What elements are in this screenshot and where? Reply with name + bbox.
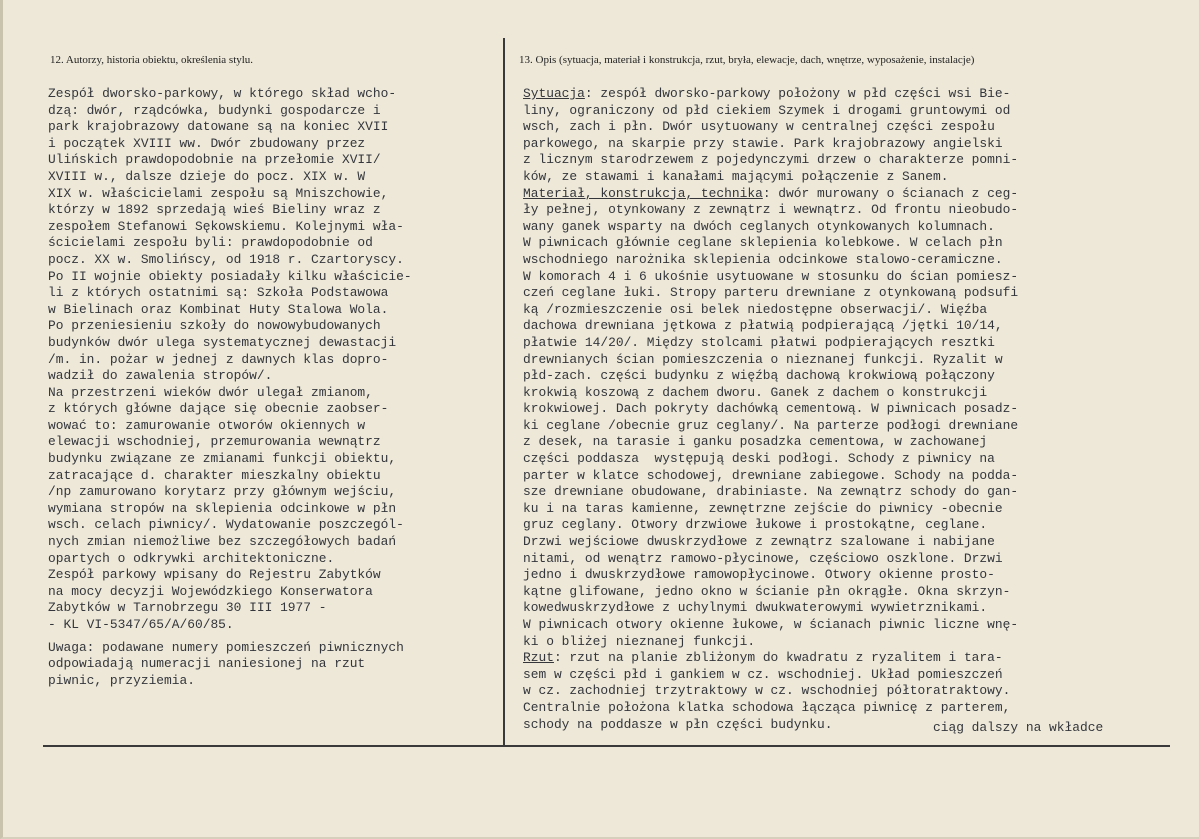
rzut-first-text: : rzut na planie zbliżonym do kwadratu z ryzalitem i tara- [553, 650, 1003, 666]
text-line: krokwią koszową z dachem dworu. Ganek z dachem o konstrukcji [523, 384, 988, 400]
text-line: Drzwi wejściowe dwuskrzydłowe z zewnątrz szalowane i nabijane [523, 534, 995, 550]
rzut-label: Rzut [523, 650, 554, 666]
text-line: płatwie 14/20/. Między stolcami płatwi podpierających resztki [523, 334, 995, 350]
text-line: w cz. zachodniej trzytraktowy w cz. wschodniej półtoratraktowy. [523, 683, 1011, 699]
text-line: odpowiadają numeracji naniesionej na rzut [48, 656, 366, 672]
text-line: parter w klatce schodowej, drewniane zabiegowe. Schody na podda- [523, 467, 1019, 483]
text-line: Po II wojnie obiekty posiadały kilku właścicie- [48, 268, 412, 284]
text-line: z licznym starodrzewem z pojedynczymi drzew o charakterze pomni- [523, 152, 1019, 168]
text-line: zespołem Stefanowi Sękowskiemu. Kolejnymi wła- [48, 218, 404, 234]
text-line: ki o bliżej nieznanej funkcji. [523, 633, 756, 649]
text-line: Zespół parkowy wpisany do Rejestru Zabytków [48, 567, 381, 583]
text-line: XVIII w., dalsze dzieje do pocz. XIX w. W [48, 168, 366, 184]
text-line: Zabytków w Tarnobrzegu 30 III 1977 - [48, 600, 327, 616]
text-line: którzy w 1892 sprzedają wieś Bieliny wraz z [48, 202, 381, 218]
right-column-heading: 13. Opis (sytuacja, materiał i konstrukcja, rzut, bryła, elewacje, dach, wnętrze, wyposażenie, instalacje) [519, 54, 975, 66]
text-line: Zespół dworsko-parkowy, w którego skład wcho- [48, 86, 397, 101]
text-line: Centralnie położona klatka schodowa łącząca piwnicę z parterem, [523, 699, 1011, 715]
text-line: pocz. XX w. Smolińscy, od 1918 r. Czartoryscy. [48, 251, 404, 267]
note-paragraph [48, 640, 412, 690]
text-line: Ulińskich prawdopodobnie na przełomie XVII/ [48, 152, 381, 168]
text-line: Uwaga: podawane numery pomieszczeń piwnicznych [48, 639, 404, 655]
text-line: budynków dwór ulega systematycznej dewastacji [48, 334, 397, 350]
left-column-heading: 12. Autorzy, historia obiektu, określenia stylu. [50, 54, 254, 66]
text-line: ków, ze stawami i kanałami mającymi połączenie z Sanem. [523, 168, 949, 184]
text-line: /np zamurowano korytarz przy głównym wejściu, [48, 484, 397, 500]
text-line: /m. in. pożar w jednej z dawnych klas dopro- [48, 351, 389, 367]
text-line: kątne glifowane, jedno okno w ścianie płn okrągłe. Okna skrzyn- [523, 583, 1011, 599]
text-line: nych zmian niemożliwe bez szczegółowych badań [48, 534, 397, 550]
text-line: wymiana stropów na sklepienia odcinkowe w płn [48, 500, 397, 516]
continuation-note: ciąg dalszy na wkładce [933, 720, 1104, 735]
bottom-rule [43, 745, 1170, 747]
text-line: płd-zach. części budynku z więźbą dachową krokwiową połączony [523, 368, 995, 384]
text-line: sem w części płd i gankiem w cz. wschodniej. Układ pomieszczeń [523, 666, 1003, 682]
left-column-text [48, 86, 412, 689]
text-line: kowedwuskrzydłowe z uchylnymi dwukwaterowymi wywietrznikami. [523, 600, 988, 616]
text-line: budynku związane ze zmianami funkcji obiektu, [48, 451, 397, 467]
text-line: ły pełnej, otynkowany z zewnątrz i wewnątrz. Od frontu nieobudo- [523, 202, 1019, 218]
text-line: wany ganek wsparty na dwóch ceglanych otynkowanych kolumnach. [523, 218, 995, 234]
text-line: opartych o odkrywki architektoniczne. [48, 550, 335, 566]
text-line: ścicielami zespołu byli: prawdopodobnie od [48, 235, 373, 251]
text-line: dzą: dwór, rządcówka, budynki gospodarcze i [48, 102, 381, 118]
text-line: zatracające d. charakter mieszkalny obiektu [48, 467, 381, 483]
rzut-first-line [523, 650, 1018, 667]
text-line: XIX w. właścicielami zespołu są Mniszchowie, [48, 185, 389, 201]
text-line: w Bielinach oraz Kombinat Huty Stalowa Wola. [48, 301, 389, 317]
text-line: piwnic, przyziemia. [48, 672, 195, 688]
text-line: i początek XVIII ww. Dwór zbudowany przez [48, 135, 366, 151]
history-paragraph [48, 86, 412, 634]
material-first-text: : dwór murowany o ścianach z ceg- [762, 185, 1019, 201]
text-line: z których główne dające się obecnie zaobser- [48, 401, 389, 417]
material-section [523, 202, 1018, 650]
text-line: parkowego, na skarpie przy stawie. Park krajobrazowy angielski [523, 135, 1003, 151]
text-line: - KL VI-5347/65/A/60/85. [48, 617, 234, 632]
text-line: elewacji wschodniej, przemurowania wewnątrz [48, 434, 381, 450]
text-line: schody na poddasze w płn części budynku. [523, 716, 833, 732]
sytuacja-section [523, 103, 1018, 186]
text-line: nitami, od wenątrz ramowo-płycinowe, częściowo oszklone. Drzwi [523, 550, 1003, 566]
sytuacja-first-line [523, 86, 1018, 103]
right-column-text [523, 86, 1018, 733]
material-label: Materiał, konstrukcja, technika [523, 185, 763, 201]
text-line: Na przestrzeni wieków dwór ulegał zmianom, [48, 384, 373, 400]
text-line: liny, ograniczony od płd ciekiem Szymek i drogami gruntowymi od [523, 102, 1011, 118]
text-line: wadził do zawalenia stropów/. [48, 368, 273, 384]
text-line: czeń ceglane łuki. Stropy parteru drewniane z otynkowaną podsufi [523, 285, 1019, 301]
text-line: z desek, na tarasie i ganku posadzka cementowa, w zachowanej [523, 434, 988, 450]
text-line: ką /rozmieszczenie osi belek niedostępne obserwacji/. Więźba [523, 301, 988, 317]
sytuacja-label: Sytuacja [523, 86, 585, 101]
text-line: na mocy decyzji Wojewódzkiego Konserwatora [48, 583, 373, 599]
material-first-line [523, 186, 1018, 203]
text-line: sze drewniane obudowane, drabiniaste. Na zewnątrz schody do gan- [523, 484, 1019, 500]
text-line: ku i na taras kamienne, zewnętrzne zejście do piwnicy -obecnie [523, 500, 1003, 516]
text-line: Po przeniesieniu szkoły do nowowybudowanych [48, 318, 381, 334]
text-line: krokwiowej. Dach pokryty dachówką cementową. W piwnicach posadz- [523, 401, 1019, 417]
text-line: jedno i dwuskrzydłowe ramowopłycinowe. Otwory okienne prosto- [523, 567, 995, 583]
text-line: W piwnicach otwory okienne łukowe, w ścianach piwnic liczne wnę- [523, 617, 1019, 632]
sytuacja-first-text: : zespół dworsko-parkowy położony w płd części wsi Bie- [584, 86, 1011, 101]
text-line: wsch, zach i płn. Dwór usytuowany w centralnej części zespołu [523, 119, 995, 135]
text-line: W piwnicach głównie ceglane sklepienia kolebkowe. W celach płn [523, 235, 1003, 251]
text-line: park krajobrazowy datowane są na koniec XVII [48, 119, 389, 135]
text-line: części poddasza występują deski podłogi. Schody z piwnicy na [523, 451, 995, 467]
text-line: wsch. celach piwnicy/. Wydatowanie poszczegól- [48, 517, 404, 533]
text-line: li z których ostatnimi są: Szkoła Podstawowa [48, 285, 389, 301]
text-line: wować to: zamurowanie otworów okiennych w [48, 417, 366, 433]
text-line: drewnianych ścian pomieszczenia o nieznanej funkcji. Ryzalit w [523, 351, 1003, 367]
column-divider [503, 38, 505, 746]
text-line: gruz ceglany. Otwory drzwiowe łukowe i prostokątne, ceglane. [523, 517, 988, 533]
text-line: dachowa drewniana jętkowa z płatwią podpierającą /jętki 10/14, [523, 318, 1003, 334]
text-line: wschodniego narożnika sklepienia odcinkowe stalowo-ceramiczne. [523, 251, 1003, 267]
text-line: ki ceglane /obecnie gruz ceglany/. Na parterze podłogi drewniane [523, 417, 1019, 433]
text-line: W komorach 4 i 6 ukośnie usytuowane w stosunku do ścian pomiesz- [523, 268, 1019, 284]
